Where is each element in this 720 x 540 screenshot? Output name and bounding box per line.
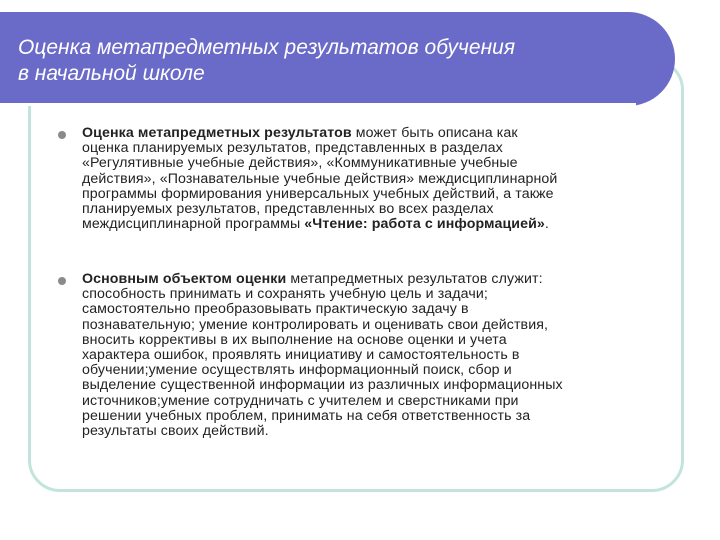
bold-text: Основным объектом оценки — [82, 271, 287, 287]
paragraph-line — [82, 394, 692, 409]
list-item — [82, 126, 692, 232]
paragraph-line — [82, 424, 692, 439]
text: междисциплинарной программы — [82, 216, 305, 233]
title-underline — [0, 103, 636, 106]
text: решении учебных проблем, принимать на себя ответственность за — [82, 407, 531, 424]
text: характера ошибок, проявлять инициативу и самостоятельность в — [82, 347, 520, 364]
paragraph-line — [82, 126, 692, 141]
paragraph-line — [82, 318, 692, 333]
text: может быть описана как — [351, 125, 518, 141]
paragraph-line — [82, 333, 692, 348]
paragraph-line — [82, 172, 692, 187]
text: результаты своих действий. — [82, 423, 269, 440]
text: вносить коррективы в их выполнение на основе оценки и учета — [82, 331, 507, 348]
paragraph-line — [82, 141, 692, 156]
paragraph-line — [82, 202, 692, 217]
paragraph-line — [82, 348, 692, 363]
title-band — [0, 12, 675, 106]
text: . — [544, 216, 549, 233]
paragraph-line — [82, 302, 692, 317]
page-title — [18, 35, 638, 87]
text: познавательную; умение контролировать и оценивать свои действия, — [82, 316, 549, 333]
bullet-dot — [58, 131, 66, 139]
text: источников;умение сотрудничать с учителем и сверстниками при — [82, 392, 519, 409]
bold-text: Оценка метапредметных результатов — [82, 125, 352, 141]
list-item — [82, 272, 692, 439]
text: оценка планируемых результатов, представленных в разделах — [82, 140, 503, 157]
title-line-1: Оценка метапредметных результатов обучения — [18, 36, 516, 59]
paragraph-line — [82, 217, 692, 232]
bold-text: «Чтение: работа с информацией» — [304, 216, 545, 233]
text: планируемых результатов, представленных во всех разделах — [82, 201, 494, 218]
text: обучении;умение осуществлять информационный поиск, сбор и — [82, 362, 512, 379]
bullet-dot — [58, 277, 66, 285]
text: программы формирования универсальных учебных действий, а также — [82, 185, 554, 202]
paragraph-line — [82, 378, 692, 393]
title-line-2: в начальной школе — [18, 62, 205, 85]
paragraph-line — [82, 409, 692, 424]
text: метапредметных результатов служит: — [286, 271, 543, 287]
paragraph-line — [82, 287, 692, 302]
paragraph-line — [82, 187, 692, 202]
text: «Регулятивные учебные действия», «Коммуникативные учебные — [82, 155, 518, 172]
text: способность принимать и сохранять учебную цель и задачи; — [82, 286, 488, 303]
text: действия», «Познавательные учебные действия» междисциплинарной — [82, 170, 558, 187]
paragraph-line — [82, 272, 692, 287]
text: выделение существенной информации из различных информационных — [82, 377, 563, 394]
text: самостоятельно преобразовывать практическую задачу в — [82, 301, 469, 318]
paragraph-line — [82, 156, 692, 171]
paragraph-line — [82, 363, 692, 378]
